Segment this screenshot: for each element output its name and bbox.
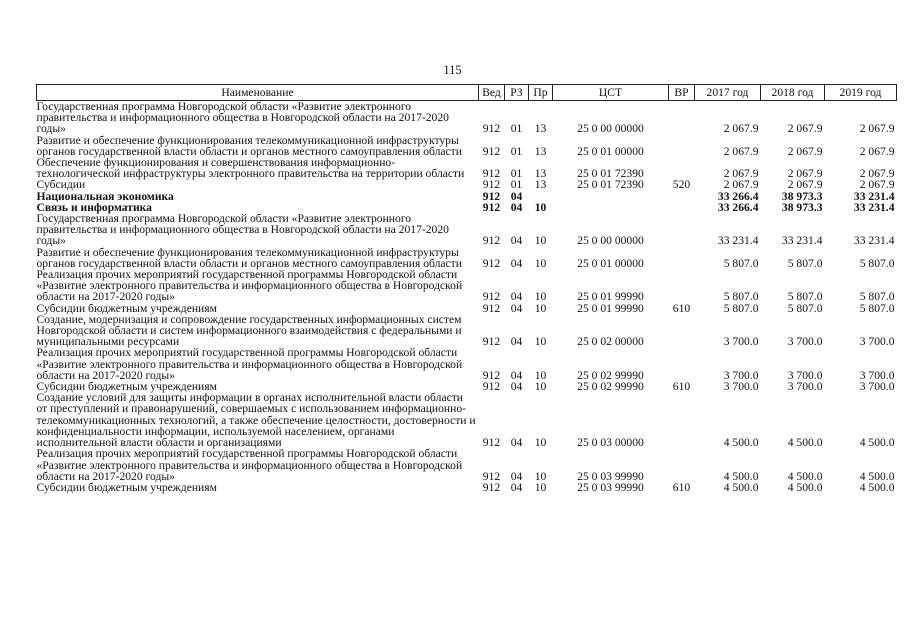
cell-cst: 25 0 00 00000 [577,122,644,136]
cell-name: Создание, модернизация и сопровождение государственных информационных систем Новгородской области и систем информационного взаимодействия с федеральными и муниципальными ресурсами [36,312,462,349]
cell-vr [669,448,695,482]
cell-ved: 912 [482,368,501,382]
header-cst: ЦСТ [553,85,669,101]
cell-y2019: 5 807.0 [859,290,895,304]
cell-cst [553,202,669,213]
cell-ved: 912 [482,234,501,248]
table-row [37,392,897,448]
cell-vr [669,101,695,135]
cell-vr: 610 [672,301,691,315]
cell-y2018: 38 973.3 [781,200,823,214]
cell-y2019: 3 700.0 [859,335,895,349]
cell-rz: 01 [510,144,523,158]
cell-pr: 10 [534,480,547,494]
cell-ved: 912 [482,144,501,158]
cell-rz: 01 [510,122,523,136]
cell-vr [669,347,695,381]
table-header-row [37,85,897,101]
cell-cst: 25 0 01 72390 [577,167,644,181]
cell-ved: 912 [482,256,501,270]
cell-y2019: 4 500.0 [859,480,895,494]
table-row [37,213,897,247]
cell-pr: 13 [534,167,547,181]
cell-y2018: 2 067.9 [787,178,823,192]
cell-vr [669,247,695,269]
cell-cst: 25 0 03 00000 [577,436,644,450]
cell-name: Реализация прочих мероприятий государственной программы Новгородской области «Развитие электронного правительства и информационного общества в Новгородской области на 2017-2020 годы» [36,447,463,483]
cell-y2019: 4 500.0 [859,436,895,450]
cell-rz: 04 [510,234,523,248]
cell-vr: 610 [672,480,691,494]
cell-name: Государственная программа Новгородской области «Развитие электронного правительства и информационного общества в Новгородской области на 2017-2020 годы» [36,100,449,136]
cell-y2017: 2 067.9 [723,178,759,192]
cell-y2018: 2 067.9 [787,122,823,136]
cell-y2017: 4 500.0 [723,469,759,483]
cell-ved: 912 [482,122,501,136]
cell-y2017: 3 700.0 [723,380,759,394]
cell-ved: 912 [482,301,501,315]
cell-y2017: 2 067.9 [723,167,759,181]
cell-ved: 912 [482,335,501,349]
cell-y2017: 33 266.4 [717,189,759,203]
page-number: 115 [443,63,462,77]
cell-name: Национальная экономика [36,189,174,203]
cell-cst: 25 0 03 99990 [577,480,644,494]
cell-name: Связь и информатика [36,200,152,214]
budget-table [36,84,897,493]
cell-pr: 10 [534,256,547,270]
cell-y2018: 33 231.4 [781,234,823,248]
cell-vr [669,191,695,202]
cell-rz: 04 [510,301,523,315]
cell-cst [553,191,669,202]
cell-y2018: 2 067.9 [787,167,823,181]
cell-rz: 04 [510,480,523,494]
cell-name: Субсидии [36,178,86,192]
cell-rz: 04 [510,200,523,214]
cell-y2017: 4 500.0 [723,480,759,494]
cell-y2017: 5 807.0 [723,256,759,270]
cell-rz: 04 [510,436,523,450]
cell-y2019: 33 231.4 [853,200,895,214]
cell-y2018: 5 807.0 [787,290,823,304]
cell-rz: 04 [510,189,523,203]
cell-cst: 25 0 01 00000 [577,256,644,270]
cell-y2018: 4 500.0 [787,469,823,483]
cell-cst: 25 0 03 99990 [577,469,644,483]
cell-y2017: 3 700.0 [723,368,759,382]
cell-name: Реализация прочих мероприятий государственной программы Новгородской области «Развитие электронного правительства и информационного общества в Новгородской области на 2017-2020 годы» [36,268,463,304]
cell-y2019: 3 700.0 [859,368,895,382]
cell-rz: 01 [510,167,523,181]
cell-pr: 10 [534,469,547,483]
cell-pr: 10 [534,234,547,248]
cell-rz: 04 [510,368,523,382]
cell-y2017: 5 807.0 [723,290,759,304]
header-rz: РЗ [505,85,529,101]
cell-ved: 912 [482,189,501,203]
cell-rz: 01 [510,178,523,192]
cell-y2019: 2 067.9 [859,178,895,192]
cell-name: Субсидии бюджетным учреждениям [36,480,217,494]
table-row [37,179,897,190]
cell-y2019: 3 700.0 [859,380,895,394]
header-pr: Пр [529,85,553,101]
cell-name: Государственная программа Новгородской области «Развитие электронного правительства и информационного общества в Новгородской области на 2017-2020 годы» [36,212,449,248]
cell-y2019: 33 231.4 [853,234,895,248]
cell-rz: 04 [510,290,523,304]
cell-cst: 25 0 01 00000 [577,144,644,158]
cell-vr [669,213,695,247]
cell-name: Субсидии бюджетным учреждениям [36,380,217,394]
cell-cst: 25 0 02 00000 [577,335,644,349]
cell-y2017: 2 067.9 [723,144,759,158]
header-2019: 2019 год [825,85,897,101]
cell-rz: 04 [510,469,523,483]
cell-ved: 912 [482,200,501,214]
cell-name: Развитие и обеспечение функционирования телекоммуникационной инфраструктуры органов государственной власти области и органов местного самоуправления области [36,133,462,158]
cell-ved: 912 [482,469,501,483]
cell-cst: 25 0 02 99990 [577,380,644,394]
cell-vr [669,392,695,448]
cell-y2019: 2 067.9 [859,167,895,181]
table-row [37,191,897,202]
cell-vr [669,135,695,157]
table-row [37,269,897,303]
cell-y2018: 2 067.9 [787,144,823,158]
cell-rz: 04 [510,380,523,394]
table-body [37,101,897,494]
cell-ved: 912 [482,436,501,450]
header-2018: 2018 год [761,85,825,101]
cell-vr: 520 [672,178,691,192]
cell-y2017: 2 067.9 [723,122,759,136]
cell-pr: 10 [534,436,547,450]
cell-y2018: 4 500.0 [787,480,823,494]
cell-y2017: 5 807.0 [723,301,759,315]
header-name: Наименование [37,85,479,101]
cell-vr: 610 [672,380,691,394]
cell-pr: 10 [534,380,547,394]
cell-rz: 04 [510,256,523,270]
cell-pr: 13 [534,144,547,158]
table-row [37,247,897,269]
cell-y2019: 33 231.4 [853,189,895,203]
cell-rz: 04 [510,335,523,349]
cell-y2019: 2 067.9 [859,122,895,136]
cell-name: Субсидии бюджетным учреждениям [36,301,217,315]
cell-y2017: 4 500.0 [723,436,759,450]
cell-cst: 25 0 00 00000 [577,234,644,248]
cell-y2019: 5 807.0 [859,256,895,270]
cell-cst: 25 0 01 99990 [577,290,644,304]
cell-y2017: 3 700.0 [723,335,759,349]
table-row [37,135,897,157]
cell-vr [669,157,695,179]
table-row [37,482,897,493]
cell-ved: 912 [482,290,501,304]
cell-vr [669,314,695,348]
cell-y2018: 3 700.0 [787,368,823,382]
cell-y2018: 3 700.0 [787,380,823,394]
cell-cst: 25 0 01 99990 [577,301,644,315]
cell-y2018: 38 973.3 [781,189,823,203]
cell-pr: 10 [534,368,547,382]
cell-name: Развитие и обеспечение функционирования телекоммуникационной инфраструктуры органов государственной власти области и органов местного самоуправления области [36,245,462,270]
table-row [37,347,897,381]
cell-y2017: 33 266.4 [717,200,759,214]
table-row [37,157,897,179]
cell-y2018: 5 807.0 [787,256,823,270]
cell-y2019: 2 067.9 [859,144,895,158]
cell-pr: 10 [534,290,547,304]
cell-cst: 25 0 01 72390 [577,178,644,192]
cell-ved: 912 [482,480,501,494]
cell-name: Создание условий для защиты информации в органах исполнительной власти области от преступлений и правонарушений, совершаемых с использованием информационно-телекоммуникационных технологий, а также обеспечение целостности, достоверности и конфиденциальности информации, используемой населением, органами исполнительной власти области и организациями [36,391,476,450]
cell-ved: 912 [482,178,501,192]
cell-ved: 912 [482,167,501,181]
cell-pr: 10 [534,301,547,315]
cell-y2018: 3 700.0 [787,335,823,349]
cell-y2018: 4 500.0 [787,436,823,450]
cell-y2019: 4 500.0 [859,469,895,483]
cell-ved: 912 [482,380,501,394]
table-row [37,101,897,135]
cell-y2017: 33 231.4 [717,234,759,248]
cell-cst: 25 0 02 99990 [577,368,644,382]
cell-pr: 10 [534,335,547,349]
cell-y2018: 5 807.0 [787,301,823,315]
cell-name: Реализация прочих мероприятий государственной программы Новгородской области «Развитие электронного правительства и информационного общества в Новгородской области на 2017-2020 годы» [36,346,463,382]
table-row [37,448,897,482]
cell-pr: 10 [534,200,547,214]
cell-pr: 13 [534,178,547,192]
header-vr: ВР [669,85,695,101]
cell-pr: 13 [534,122,547,136]
cell-vr [669,269,695,303]
header-2017: 2017 год [695,85,761,101]
cell-name: Обеспечение функционирования и совершенствования информационно- технологической инфраструктуры электронного правительства на территории области [36,156,465,181]
table-row [37,314,897,348]
cell-vr [669,202,695,213]
cell-y2019: 5 807.0 [859,301,895,315]
header-ved: Вед [479,85,505,101]
